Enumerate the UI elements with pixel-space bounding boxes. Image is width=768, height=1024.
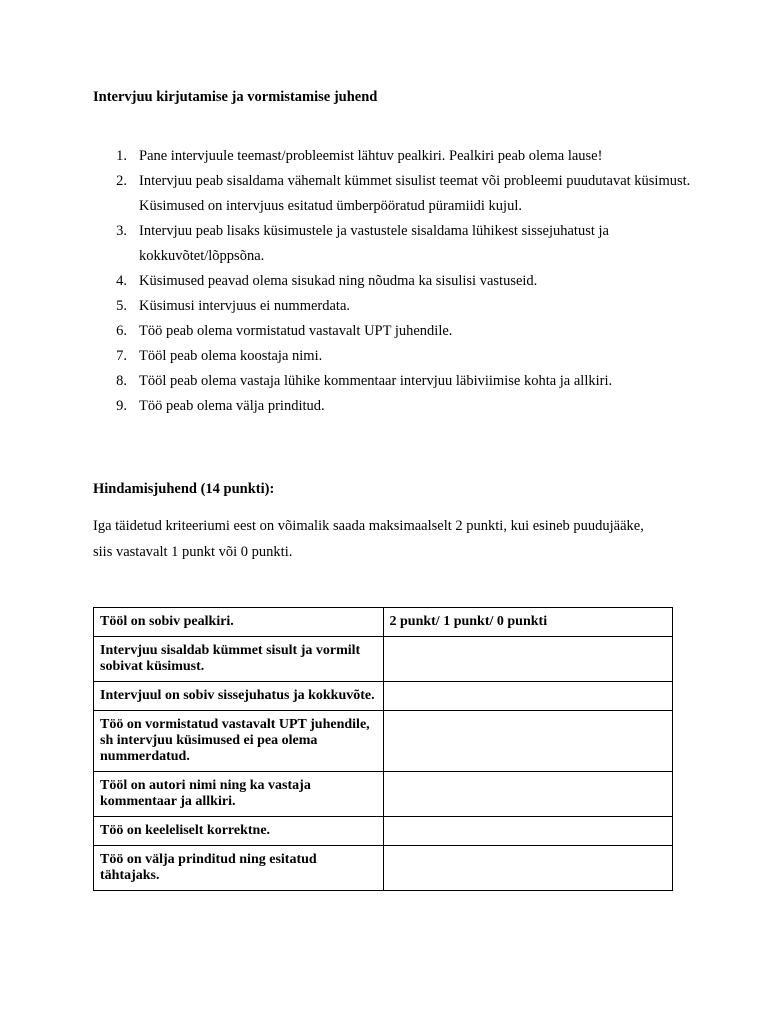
instruction-number: 6. [116,323,127,339]
instruction-item [93,294,693,319]
instruction-number: 7. [116,348,127,364]
instruction-text: Intervjuu peab sisaldama vähemalt kümmet sisulist teemat või probleemi puudutavat küsimust. Küsimused on intervjuus esitatud ümberpööratud püramiidi kujul. [139,173,691,214]
instruction-number: 1. [116,148,127,164]
instruction-number: 3. [116,223,127,239]
grading-table [93,607,673,891]
instruction-number: 9. [116,398,127,414]
score-cell [383,817,673,846]
instruction-text: Töö peab olema vormistatud vastavalt UPT juhendile. [139,323,453,339]
score-cell [383,711,673,772]
instruction-text: Intervjuu peab lisaks küsimustele ja vastustele sisaldama lühikest sissejuhatust ja kokkuvõtet/lõppsõna. [139,223,609,264]
instruction-item [93,219,693,269]
instructions-list [93,144,693,419]
score-cell [383,637,673,682]
instruction-number: 4. [116,273,127,289]
instruction-item [93,369,693,394]
grading-intro: Iga täidetud kriteeriumi eest on võimalik saada maksimaalselt 2 punkti, kui esineb puudujääke, siis vastavalt 1 punkt või 0 punkti. [93,518,644,560]
criterion-cell: Tööl on sobiv pealkiri. [94,608,384,637]
instruction-item [93,394,693,419]
table-row [94,682,673,711]
table-row [94,711,673,772]
score-cell: 2 punkt/ 1 punkt/ 0 punkti [383,608,673,637]
instruction-text: Töö peab olema välja prinditud. [139,398,325,414]
instruction-item [93,319,693,344]
criterion-cell: Intervjuu sisaldab kümmet sisult ja vormilt sobivat küsimust. [94,637,384,682]
criterion-cell: Töö on vormistatud vastavalt UPT juhendile, sh intervjuu küsimused ei pea olema nummerdatud. [94,711,384,772]
criterion-cell: Töö on välja prinditud ning esitatud tähtajaks. [94,846,384,891]
criterion-cell: Intervjuul on sobiv sissejuhatus ja kokkuvõte. [94,682,384,711]
instruction-number: 8. [116,373,127,389]
instruction-text: Tööl peab olema vastaja lühike kommentaar intervjuu läbiviimise kohta ja allkiri. [139,373,613,389]
instruction-item [93,144,693,169]
table-row [94,637,673,682]
instruction-item [93,269,693,294]
instruction-text: Pane intervjuule teemast/probleemist lähtuv pealkiri. Pealkiri peab olema lause! [139,148,603,164]
instruction-item [93,169,693,219]
score-cell [383,772,673,817]
table-row [94,846,673,891]
document-title: Intervjuu kirjutamise ja vormistamise juhend [93,89,378,105]
criterion-cell: Tööl on autori nimi ning ka vastaja kommentaar ja allkiri. [94,772,384,817]
instruction-text: Küsimusi intervjuus ei nummerdata. [139,298,351,314]
table-row [94,772,673,817]
table-row [94,817,673,846]
score-cell [383,846,673,891]
instruction-text: Küsimused peavad olema sisukad ning nõudma ka sisulisi vastuseid. [139,273,538,289]
instruction-number: 2. [116,173,127,189]
score-cell [383,682,673,711]
instruction-number: 5. [116,298,127,314]
instruction-text: Tööl peab olema koostaja nimi. [139,348,323,364]
criterion-cell: Töö on keeleliselt korrektne. [94,817,384,846]
grading-title: Hindamisjuhend (14 punkti): [93,481,275,497]
table-row [94,608,673,637]
instruction-item [93,344,693,369]
